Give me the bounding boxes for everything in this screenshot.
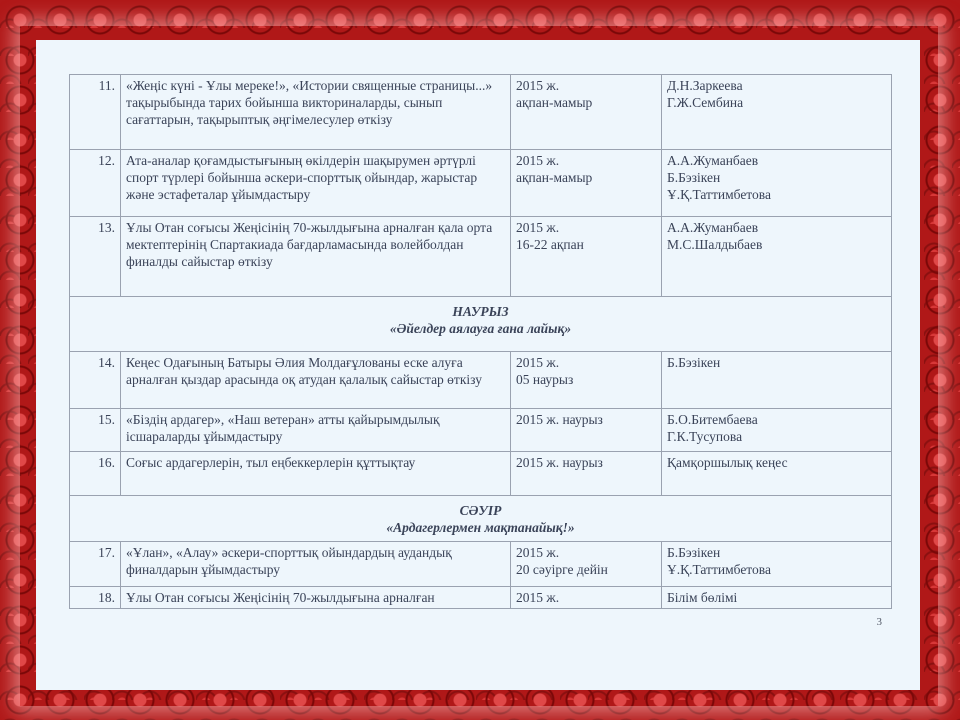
date-line: 2015 ж. bbox=[516, 153, 560, 168]
section-header-row bbox=[70, 496, 892, 542]
date-line: 2015 ж. bbox=[516, 355, 560, 370]
section-subtitle: «Ардагерлермен мақтанайық!» bbox=[386, 520, 575, 535]
section-header-row bbox=[70, 297, 892, 352]
responsible-name: Г.Ж.Сембина bbox=[667, 95, 744, 110]
event-date bbox=[511, 587, 662, 609]
responsible-persons bbox=[662, 542, 892, 587]
responsible-persons bbox=[662, 150, 892, 217]
date-line: 2015 ж. bbox=[516, 78, 560, 93]
responsible-name: Б.Бэзікен bbox=[667, 170, 721, 185]
event-description: «Ұлан», «Алау» әскери-спорттық ойындардың аудандық финалдарын ұйымдастыру bbox=[121, 542, 511, 587]
document-page bbox=[36, 40, 920, 690]
table-row bbox=[70, 217, 892, 297]
responsible-persons bbox=[662, 587, 892, 609]
table-row bbox=[70, 352, 892, 409]
event-date bbox=[511, 352, 662, 409]
page-number: 3 bbox=[876, 616, 882, 628]
responsible-persons bbox=[662, 452, 892, 496]
responsible-name: Г.К.Тусупова bbox=[667, 429, 743, 444]
row-number: 11. bbox=[70, 75, 121, 150]
responsible-persons bbox=[662, 217, 892, 297]
date-line: ақпан-мамыр bbox=[516, 170, 593, 185]
event-date bbox=[511, 542, 662, 587]
section-header bbox=[70, 297, 892, 352]
row-number: 16. bbox=[70, 452, 121, 496]
responsible-name: Б.О.Битембаева bbox=[667, 412, 758, 427]
event-date bbox=[511, 150, 662, 217]
row-number: 12. bbox=[70, 150, 121, 217]
table-row bbox=[70, 542, 892, 587]
event-date bbox=[511, 75, 662, 150]
event-description: «Біздің ардагер», «Наш ветеран» атты қайырымдылық ісшараларды ұйымдастыру bbox=[121, 409, 511, 452]
section-subtitle: «Әйелдер аялауға ғана лайық» bbox=[389, 321, 572, 336]
event-description: Соғыс ардагерлерін, тыл еңбеккерлерін құттықтау bbox=[121, 452, 511, 496]
date-line: 2015 ж. наурыз bbox=[516, 455, 603, 470]
responsible-persons bbox=[662, 75, 892, 150]
responsible-persons bbox=[662, 352, 892, 409]
event-description: Ұлы Отан соғысы Жеңісінің 70-жылдығына арналған қала орта мектептерінің Спартакиада бағдарламасында волейболдан финалды сайыстар өткізу bbox=[121, 217, 511, 297]
date-line: 2015 ж. bbox=[516, 590, 560, 605]
event-description: Кеңес Одағының Батыры Әлия Молдағұлованы еске алуға арналған қыздар арасында оқ атудан қалалық сайыстар өткізу bbox=[121, 352, 511, 409]
date-line: 20 сәуірге дейін bbox=[516, 562, 608, 577]
table-row bbox=[70, 587, 892, 609]
table-row bbox=[70, 452, 892, 496]
events-table bbox=[69, 74, 892, 609]
responsible-name: А.А.Жуманбаев bbox=[667, 220, 759, 235]
event-description: Ата-аналар қоғамдыстығының өкілдерін шақырумен әртүрлі спорт түрлері бойынша әскери-спорттық ойындар, жарыстар және эстафеталар ұйымдастыру bbox=[121, 150, 511, 217]
table-row bbox=[70, 150, 892, 217]
date-line: 05 наурыз bbox=[516, 372, 574, 387]
table-row bbox=[70, 409, 892, 452]
responsible-name: А.А.Жуманбаев bbox=[667, 153, 759, 168]
responsible-name: М.С.Шалдыбаев bbox=[667, 237, 763, 252]
event-date bbox=[511, 217, 662, 297]
row-number: 15. bbox=[70, 409, 121, 452]
section-title: НАУРЫЗ bbox=[452, 304, 509, 319]
table-row bbox=[70, 75, 892, 150]
section-title: СӘУІР bbox=[459, 503, 502, 518]
section-header bbox=[70, 496, 892, 542]
date-line: 2015 ж. bbox=[516, 545, 560, 560]
row-number: 17. bbox=[70, 542, 121, 587]
date-line: ақпан-мамыр bbox=[516, 95, 593, 110]
responsible-name: Б.Бэзікен bbox=[667, 545, 721, 560]
responsible-name: Ұ.Қ.Таттимбетова bbox=[667, 562, 771, 577]
row-number: 18. bbox=[70, 587, 121, 609]
event-description: Ұлы Отан соғысы Жеңісінің 70-жылдығына арналған bbox=[121, 587, 511, 609]
row-number: 14. bbox=[70, 352, 121, 409]
responsible-name: Д.Н.Заркеева bbox=[667, 78, 743, 93]
date-line: 2015 ж. bbox=[516, 220, 560, 235]
event-date bbox=[511, 452, 662, 496]
event-description: «Жеңіс күні - Ұлы мереке!», «Истории священные страницы...» тақырыбында тарих бойынша викториналарды, сынып сағаттарын, тақырыптық әңгімелесулер өткізу bbox=[121, 75, 511, 150]
responsible-name: Ұ.Қ.Таттимбетова bbox=[667, 187, 771, 202]
date-line: 16-22 ақпан bbox=[516, 237, 584, 252]
responsible-name: Б.Бэзікен bbox=[667, 355, 721, 370]
responsible-name: Білім бөлімі bbox=[667, 590, 738, 605]
event-date bbox=[511, 409, 662, 452]
row-number: 13. bbox=[70, 217, 121, 297]
date-line: 2015 ж. наурыз bbox=[516, 412, 603, 427]
responsible-persons bbox=[662, 409, 892, 452]
responsible-name: Қамқоршылық кеңес bbox=[667, 455, 788, 470]
